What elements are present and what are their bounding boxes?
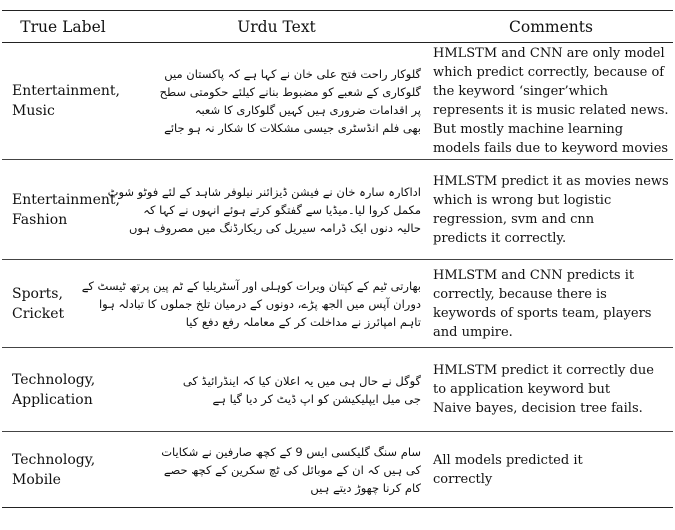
- comment-line: which is wrong but logistic: [433, 192, 612, 208]
- urdu-line: گلوکاری کے شعبے کو مضبوط بنانے کیلئے حکومتی سطح: [159, 85, 421, 99]
- label-line: Technology,: [12, 371, 96, 388]
- results-table: [2, 10, 673, 508]
- comment-line: But mostly machine learning: [433, 122, 624, 137]
- table-row: [2, 260, 673, 348]
- true-label-cell: [2, 348, 124, 432]
- urdu-text-cell: [124, 43, 429, 160]
- comment-line: and umpire.: [433, 324, 513, 340]
- comment-line: keywords of sports team, players: [433, 305, 652, 321]
- comment-line: correctly, because there is: [433, 286, 607, 302]
- label-line: Fashion: [12, 211, 68, 228]
- comment-line: HMLSTM and CNN are only model: [433, 46, 665, 61]
- comment-line: to application keyword but: [433, 382, 611, 397]
- urdu-line: حالیہ دنوں ایک ڈرامہ سیریل کی ریکارڈنگ میں مصروف ہوں: [128, 220, 421, 235]
- label-line: Entertainment,: [12, 83, 120, 99]
- urdu-text-cell: [124, 348, 429, 432]
- table-row: [2, 43, 673, 160]
- label-line: Technology,: [12, 451, 96, 468]
- comment-cell: [429, 160, 673, 260]
- comment-line: All models predicted it: [433, 452, 583, 468]
- table-row: [2, 432, 673, 508]
- true-label-cell: [2, 160, 124, 260]
- label-line: Mobile: [12, 471, 61, 488]
- comment-cell: [429, 43, 673, 160]
- true-label-cell: [2, 43, 124, 160]
- urdu-line: تاہم امپائرز نے مداخلت کر کے معاملہ رفع دفع کیا: [185, 314, 421, 329]
- urdu-line: گلوکار راحت فتح علی خان نے کہا ہے کہ پاکستان میں: [164, 67, 421, 81]
- comment-line: HMLSTM and CNN predicts it: [433, 267, 635, 283]
- label-line: Sports,: [12, 285, 63, 302]
- comment-line: regression, svm and cnn: [433, 211, 595, 227]
- label-line: Application: [12, 391, 93, 408]
- urdu-line: کی ہیں کہ ان کے موبائل کی ٹچ سکرین کے کچھ حصے: [163, 462, 421, 477]
- table-row: [2, 348, 673, 432]
- urdu-text-cell: [107, 160, 429, 260]
- comment-cell: [429, 260, 673, 348]
- urdu-line: کام کرنا چھوڑ دیتے ہیں: [310, 480, 421, 495]
- urdu-line: مکمل کروا لیا۔میڈیا سے گفتگو کرتے ہوئے انہوں نے کہا کہ: [143, 202, 421, 217]
- table-row: [2, 160, 673, 260]
- urdu-line: دوران آپس میں الجھ پڑے، دونوں کے درمیان تلخ جملوں کا تبادلہ ہوا: [98, 296, 421, 311]
- header-urdu-text: Urdu Text: [124, 11, 429, 43]
- comment-line: Naive bayes, decision tree fails.: [433, 401, 643, 416]
- comment-line: the keyword ‘singer’which: [433, 84, 608, 99]
- urdu-line: بھی فلم انڈسٹری جیسی مشکلات کا شکار نہ ہو جائے: [164, 121, 421, 135]
- urdu-line: بھارتی ٹیم کے کپتان ویرات کوہلی اور آسٹریلیا کے ٹم پین پرتھ ٹیسٹ کے: [81, 278, 421, 293]
- label-line: Entertainment,: [12, 191, 120, 208]
- comment-line: correctly: [433, 471, 493, 487]
- urdu-line: پر اقدامات ضروری ہیں کہیں گلوکاری کا شعبہ: [194, 103, 421, 117]
- urdu-line: گوگل نے حال ہی میں یہ اعلان کیا کہ اینڈرائیڈ کی: [182, 373, 421, 388]
- comment-cell: [429, 432, 673, 508]
- urdu-text-cell: [81, 260, 429, 348]
- comment-line: predicts it correctly.: [433, 230, 567, 246]
- label-line: Cricket: [12, 305, 65, 322]
- urdu-line: اداکارہ سارہ خان نے فیشن ڈیزائنر نیلوفر شاہد کے لئے فوٹو شوٹ: [107, 184, 421, 199]
- urdu-line: جی میل ایپلیکیشن کو اپ ڈیٹ کر دیا گیا ہے: [212, 391, 421, 406]
- urdu-line: سام سنگ گلیکسی ایس 9 کے کچھ صارفین نے شکایات: [161, 444, 421, 459]
- label-line: Music: [12, 103, 55, 119]
- header-row: [2, 11, 673, 43]
- comment-line: represents it is music related news.: [433, 103, 669, 118]
- comment-line: which predict correctly, because of: [433, 65, 665, 80]
- comment-line: HMLSTM predict it correctly due: [433, 363, 654, 378]
- comment-cell: [429, 348, 673, 432]
- header-comments: Comments: [429, 11, 673, 43]
- comment-line: HMLSTM predict it as movies news: [433, 173, 669, 189]
- urdu-text-cell: [124, 432, 429, 508]
- header-true-label: True Label: [2, 11, 124, 43]
- true-label-cell: [2, 432, 124, 508]
- comment-line: models fails due to keyword movies: [433, 141, 669, 156]
